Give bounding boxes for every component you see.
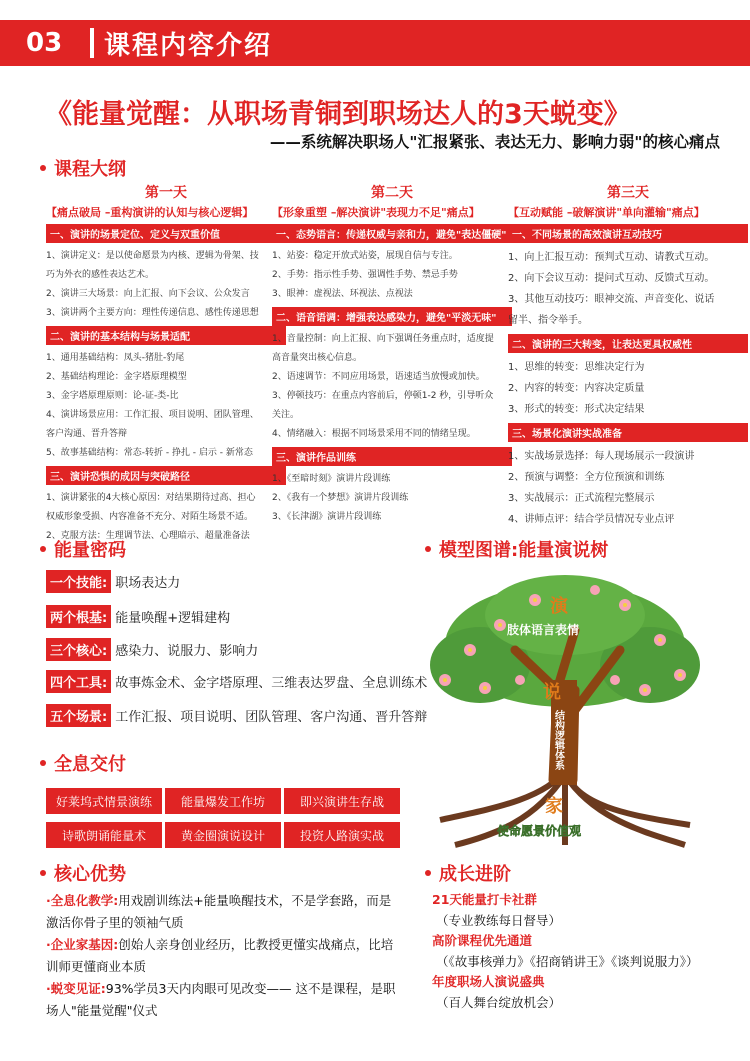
bullet-dot-icon <box>40 546 46 552</box>
advantage-text: 用戏剧训练法+能量唤醒技术，不是学套路，而是激活你骨子里的领袖气质 <box>46 893 392 930</box>
model-heading-text: 模型图谱:能量演说树 <box>439 540 609 561</box>
day-item: 4、演讲场景应用：工作汇报、项目说明、团队管理、 <box>46 410 259 420</box>
growth-item: 年度职场人演说盛典 <box>432 974 545 989</box>
day-item: 2、内容的转变：内容决定质量 <box>508 383 645 394</box>
day-item: 巧为外衣的感性表达艺术。 <box>46 270 155 280</box>
code-text: 故事炼金术、金字塔原理、三维表达罗盘、全息训练术 <box>115 676 428 691</box>
growth-item: 高阶课程优先通道 <box>432 933 533 948</box>
advantage-item <box>46 934 396 978</box>
day-item: 2、《我有一个梦想》演讲片段训练 <box>272 493 409 503</box>
day-item: 2、基础结构理论：金字塔原理模型 <box>46 372 187 382</box>
advantage-key: ·企业家基因: <box>46 937 119 952</box>
day-three-column <box>508 182 748 530</box>
bullet-dot-icon <box>40 870 46 876</box>
day-item: 3、演讲两个主要方向：理性传递信息、感性传递思想 <box>46 308 259 318</box>
day-item: 3、眼神：虚视法、环视法、点视法 <box>272 289 413 299</box>
day-item: 3、实战展示：正式流程完整展示 <box>508 493 655 504</box>
advantage-item <box>46 890 396 934</box>
day-item: 1、《至暗时刻》演讲片段训练 <box>272 474 391 484</box>
day-one-column <box>46 182 286 546</box>
day-name: 第二天 <box>371 185 413 201</box>
day-name: 第一天 <box>145 185 187 201</box>
code-text: 感染力、说服力、影响力 <box>115 644 259 659</box>
root-label: 使命愿景价值观 <box>497 824 582 838</box>
day-item: 1、演讲紧张的4大核心原因：对结果期待过高、担心 <box>46 493 256 503</box>
day-item: 1、实战场景选择：每人现场展示一段演讲 <box>508 451 695 462</box>
outline-heading-text: 课程大纲 <box>54 159 126 180</box>
day-band: 三、场景化演讲实战准备 <box>508 423 748 442</box>
growth-detail: （百人舞台绽放机会） <box>436 994 562 1010</box>
day-item: 1、音量控制：向上汇报、向下强调任务重点时，适度提 <box>272 334 494 344</box>
course-title: 《能量觉醒：从职场青铜到职场达人的3天蜕变》 <box>45 99 631 130</box>
code-row <box>46 638 258 661</box>
delivery-item: 即兴演讲生存战 <box>284 788 400 814</box>
day-item: 1、通用基础结构：凤头-猪肚-豹尾 <box>46 353 185 363</box>
day-item: 2、手势：指示性手势、强调性手势、禁忌手势 <box>272 270 458 280</box>
code-row <box>46 670 427 693</box>
code-text: 能量唤醒+逻辑建构 <box>115 611 231 626</box>
header-divider <box>90 28 94 58</box>
code-row <box>46 570 180 593</box>
day-band: 一、演讲的场景定位、定义与双重价值 <box>46 224 286 243</box>
day-item: 3、其他互动技巧：眼神交流、声音变化、说话 <box>508 294 715 305</box>
section-number: 03 <box>26 28 63 58</box>
day-band: 一、态势语言：传递权威与亲和力，避免"表达僵硬" <box>272 224 512 243</box>
day-item: 3、停顿技巧：在重点内容前后，停顿1-2 秒，引导听众 <box>272 391 494 401</box>
code-tag: 五个场景: <box>46 704 111 727</box>
speech-tree-illustration <box>425 570 705 850</box>
day-item: 4、情绪融入：根据不同场景采用不同的情绪呈现。 <box>272 429 476 439</box>
top-label: 肢体语言表情 <box>507 623 580 637</box>
code-row <box>46 605 230 628</box>
day-item: 1、向上汇报互动：预判式互动、请教式互动。 <box>508 252 715 263</box>
code-row <box>46 704 427 727</box>
bullet-dot-icon <box>40 165 46 171</box>
delivery-item: 投资人路演实战 <box>284 822 400 848</box>
day-item: 2、克服方法：生理调节法、心理暗示、超量准备法 <box>46 531 250 541</box>
day-item: 3、金字塔原理原则：论-证-类-比 <box>46 391 179 401</box>
day-subtitle: 【互动赋能 –破解演讲"单向灌输"痛点】 <box>508 206 705 219</box>
growth-detail: （专业教练每日督导） <box>436 912 562 928</box>
growth-item: 21天能量打卡社群 <box>432 892 537 907</box>
day-item: 4、讲师点评：结合学员情况专业点评 <box>508 514 675 525</box>
day-item: 2、预演与调整：全方位预演和训练 <box>508 472 665 483</box>
day-item: 客户沟通、晋升答辩 <box>46 429 128 439</box>
bullet-dot-icon <box>425 870 431 876</box>
code-text: 职场表达力 <box>115 576 181 591</box>
delivery-heading <box>40 750 126 776</box>
day-band: 二、语音语调：增强表达感染力，避免"平淡无味" <box>272 307 512 326</box>
day-item: 留半、指令举手。 <box>508 315 588 326</box>
advantages-list <box>46 890 396 1022</box>
day-item: 3、《长津湖》演讲片段训练 <box>272 512 382 522</box>
advantage-text: 创始人亲身创业经历，比教授更懂实战痛点，比培训师更懂商业本质 <box>46 937 394 974</box>
day-item: 3、形式的转变：形式决定结果 <box>508 404 645 415</box>
growth-detail: （《故事核弹力》《招商销讲王》《谈判说服力》） <box>436 953 699 969</box>
delivery-heading-text: 全息交付 <box>54 754 126 775</box>
day-item: 2、演讲三大场景：向上汇报、向下会议、公众发言 <box>46 289 250 299</box>
day-item: 1、站姿：稳定开放式站姿，展现自信与专注。 <box>272 251 458 261</box>
growth-heading <box>425 860 511 886</box>
day-band: 三、演讲恐惧的成因与突破路径 <box>46 466 286 485</box>
trunk-label: 结构逻辑体系 <box>552 710 564 770</box>
day-band: 二、演讲的三大转变，让表达更具权威性 <box>508 334 748 353</box>
advantage-key: ·蜕变见证: <box>46 981 106 996</box>
advantages-heading <box>40 860 126 886</box>
delivery-item: 黄金圈演说设计 <box>165 822 281 848</box>
bullet-dot-icon <box>40 760 46 766</box>
model-heading <box>425 536 608 562</box>
day-item: 1、思维的转变：思维决定行为 <box>508 362 645 373</box>
day-band: 一、不同场景的高效演讲互动技巧 <box>508 224 748 243</box>
advantages-heading-text: 核心优势 <box>54 864 126 885</box>
advantage-item <box>46 978 396 1022</box>
section-header <box>0 20 750 66</box>
course-subtitle: ——系统解决职场人"汇报紧张、表达无力、影响力弱"的核心痛点 <box>269 133 720 151</box>
day-subtitle: 【形象重塑 –解决演讲"表现力不足"痛点】 <box>272 206 480 219</box>
bullet-dot-icon <box>425 546 431 552</box>
root-char: 家 <box>545 796 563 817</box>
day-item: 高音量突出核心信息。 <box>272 353 363 363</box>
code-tag: 一个技能: <box>46 570 111 593</box>
day-item: 1、演讲定义：是以使命愿景为内核、逻辑为骨架、技 <box>46 251 259 261</box>
code-tag: 三个核心: <box>46 638 111 661</box>
code-tag: 四个工具: <box>46 670 111 693</box>
top-char: 演 <box>550 596 568 617</box>
day-item: 2、向下会议互动：提问式互动、反馈式互动。 <box>508 273 715 284</box>
mid-char: 说 <box>543 682 561 703</box>
codes-heading <box>40 536 126 562</box>
code-text: 工作汇报、项目说明、团队管理、客户沟通、晋升答辩 <box>115 710 428 725</box>
day-item: 权威形象受损、内容准备不充分、对陌生场景不适。 <box>46 512 254 522</box>
section-title: 课程内容介绍 <box>104 30 273 61</box>
day-item: 关注。 <box>272 410 300 420</box>
day-name: 第三天 <box>607 185 649 201</box>
delivery-item: 能量爆发工作坊 <box>165 788 281 814</box>
advantage-text: 93%学员3天内肉眼可见改变—— 这不是课程，是职场人"能量觉醒"仪式 <box>46 981 396 1018</box>
growth-heading-text: 成长进阶 <box>439 864 511 885</box>
code-tag: 两个根基: <box>46 605 111 628</box>
day-item: 5、故事基础结构：常态-转折 - 挣扎 - 启示 - 新常态 <box>46 448 253 458</box>
delivery-item: 诗歌朗诵能量术 <box>46 822 162 848</box>
codes-heading-text: 能量密码 <box>54 540 126 561</box>
advantage-key: ·全息化教学: <box>46 893 119 908</box>
day-subtitle: 【痛点破局 –重构演讲的认知与核心逻辑】 <box>46 206 254 219</box>
delivery-item: 好莱坞式情景演练 <box>46 788 162 814</box>
day-item: 2、语速调节：不同应用场景，语速适当放慢或加快。 <box>272 372 485 382</box>
day-band: 三、演讲作品训练 <box>272 447 512 466</box>
day-band: 二、演讲的基本结构与场景适配 <box>46 326 286 345</box>
growth-list <box>432 890 699 1013</box>
day-two-column <box>272 182 512 527</box>
outline-heading <box>40 155 126 181</box>
